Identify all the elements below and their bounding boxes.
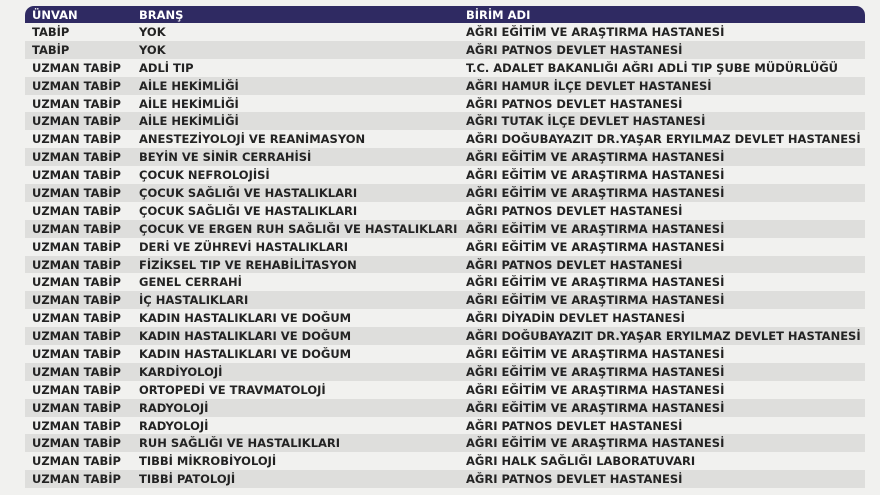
table-row (25, 238, 865, 256)
cell-unit: AĞRI EĞİTİM VE ARAŞTIRMA HASTANESİ (466, 168, 725, 183)
table-row (25, 23, 865, 41)
table-row (25, 256, 865, 274)
cell-unit: AĞRI HALK SAĞLIĞI LABORATUVARI (466, 454, 696, 469)
cell-unit: AĞRI EĞİTİM VE ARAŞTIRMA HASTANESİ (466, 382, 725, 397)
cell-title: UZMAN TABİP (32, 329, 121, 344)
cell-unit: AĞRI PATNOS DEVLET HASTANESİ (466, 418, 683, 433)
cell-branch: ÇOCUK SAĞLIĞI VE HASTALIKLARI (139, 185, 358, 200)
cell-branch: GENEL CERRAHİ (139, 275, 242, 290)
table-row (25, 184, 865, 202)
cell-unit: AĞRI PATNOS DEVLET HASTANESİ (466, 203, 683, 218)
cell-unit: AĞRI TUTAK İLÇE DEVLET HASTANESİ (466, 114, 706, 129)
cell-title: UZMAN TABİP (32, 364, 121, 379)
cell-branch: ADLİ TIP (139, 60, 194, 75)
cell-branch: KADIN HASTALIKLARI VE DOĞUM (139, 311, 352, 326)
table-row (25, 202, 865, 220)
table-row (25, 363, 865, 381)
cell-branch: ÇOCUK NEFROLOJİSİ (139, 168, 270, 183)
header-title: ÜNVAN (32, 7, 78, 22)
cell-title: UZMAN TABİP (32, 275, 121, 290)
cell-title: UZMAN TABİP (32, 436, 121, 451)
cell-title: UZMAN TABİP (32, 454, 121, 469)
cell-unit: AĞRI PATNOS DEVLET HASTANESİ (466, 42, 683, 57)
cell-title: UZMAN TABİP (32, 472, 121, 487)
cell-branch: KARDİYOLOJİ (139, 364, 223, 379)
table-row (25, 345, 865, 363)
cell-title: TABİP (32, 24, 70, 39)
cell-title: UZMAN TABİP (32, 168, 121, 183)
cell-title: UZMAN TABİP (32, 293, 121, 308)
cell-unit: AĞRI DOĞUBAYAZIT DR.YAŞAR ERYILMAZ DEVLET HASTANESİ (466, 329, 861, 344)
cell-unit: AĞRI EĞİTİM VE ARAŞTIRMA HASTANESİ (466, 239, 725, 254)
table-row (25, 77, 865, 95)
table-row (25, 112, 865, 130)
cell-branch: ÇOCUK SAĞLIĞI VE HASTALIKLARI (139, 203, 358, 218)
table-row (25, 273, 865, 291)
cell-title: UZMAN TABİP (32, 185, 121, 200)
cell-branch: TIBBİ MİKROBİYOLOJİ (139, 454, 277, 469)
cell-branch: YOK (139, 24, 166, 39)
table-row (25, 309, 865, 327)
cell-branch: DERİ VE ZÜHREVİ HASTALIKLARI (139, 239, 349, 254)
cell-unit: AĞRI EĞİTİM VE ARAŞTIRMA HASTANESİ (466, 185, 725, 200)
table-row (25, 166, 865, 184)
cell-unit: AĞRI PATNOS DEVLET HASTANESİ (466, 472, 683, 487)
cell-unit: AĞRI HAMUR İLÇE DEVLET HASTANESİ (466, 78, 712, 93)
cell-branch: ÇOCUK VE ERGEN RUH SAĞLIĞI VE HASTALIKLARI (139, 221, 458, 236)
cell-title: UZMAN TABİP (32, 132, 121, 147)
table-row (25, 148, 865, 166)
cell-branch: KADIN HASTALIKLARI VE DOĞUM (139, 346, 352, 361)
table-row (25, 95, 865, 113)
cell-branch: AİLE HEKİMLİĞİ (139, 78, 239, 93)
cell-title: UZMAN TABİP (32, 239, 121, 254)
cell-title: UZMAN TABİP (32, 221, 121, 236)
cell-branch: RUH SAĞLIĞI VE HASTALIKLARI (139, 436, 341, 451)
cell-title: UZMAN TABİP (32, 382, 121, 397)
positions-table (25, 6, 865, 488)
cell-title: UZMAN TABİP (32, 418, 121, 433)
table-row (25, 399, 865, 417)
cell-branch: KADIN HASTALIKLARI VE DOĞUM (139, 329, 352, 344)
cell-title: UZMAN TABİP (32, 203, 121, 218)
cell-title: UZMAN TABİP (32, 114, 121, 129)
table-row (25, 130, 865, 148)
cell-unit: AĞRI EĞİTİM VE ARAŞTIRMA HASTANESİ (466, 293, 725, 308)
cell-unit: AĞRI EĞİTİM VE ARAŞTIRMA HASTANESİ (466, 436, 725, 451)
cell-unit: T.C. ADALET BAKANLIĞI AĞRI ADLİ TIP ŞUBE MÜDÜRLÜĞÜ (466, 60, 838, 75)
cell-unit: AĞRI EĞİTİM VE ARAŞTIRMA HASTANESİ (466, 364, 725, 379)
cell-branch: ANESTEZİYOLOJİ VE REANİMASYON (139, 132, 366, 147)
cell-unit: AĞRI DOĞUBAYAZIT DR.YAŞAR ERYILMAZ DEVLET HASTANESİ (466, 132, 861, 147)
table-row (25, 220, 865, 238)
table-row (25, 327, 865, 345)
cell-unit: AĞRI DİYADİN DEVLET HASTANESİ (466, 311, 685, 326)
cell-unit: AĞRI EĞİTİM VE ARAŞTIRMA HASTANESİ (466, 275, 725, 290)
cell-branch: YOK (139, 42, 166, 57)
cell-title: UZMAN TABİP (32, 150, 121, 165)
cell-title: UZMAN TABİP (32, 78, 121, 93)
cell-title: UZMAN TABİP (32, 257, 121, 272)
table-row (25, 381, 865, 399)
table-row (25, 452, 865, 470)
table-row (25, 59, 865, 77)
table-row (25, 41, 865, 59)
table-row (25, 470, 865, 488)
cell-branch: ORTOPEDİ VE TRAVMATOLOJİ (139, 382, 326, 397)
cell-branch: İÇ HASTALIKLARI (139, 293, 249, 308)
table-header (25, 6, 865, 23)
cell-unit: AĞRI EĞİTİM VE ARAŞTIRMA HASTANESİ (466, 346, 725, 361)
cell-unit: AĞRI PATNOS DEVLET HASTANESİ (466, 96, 683, 111)
cell-branch: TIBBİ PATOLOJİ (139, 472, 236, 487)
table-row (25, 291, 865, 309)
cell-unit: AĞRI EĞİTİM VE ARAŞTIRMA HASTANESİ (466, 150, 725, 165)
cell-title: UZMAN TABİP (32, 311, 121, 326)
cell-title: TABİP (32, 42, 70, 57)
cell-title: UZMAN TABİP (32, 96, 121, 111)
cell-unit: AĞRI EĞİTİM VE ARAŞTIRMA HASTANESİ (466, 221, 725, 236)
cell-title: UZMAN TABİP (32, 346, 121, 361)
cell-title: UZMAN TABİP (32, 400, 121, 415)
cell-unit: AĞRI EĞİTİM VE ARAŞTIRMA HASTANESİ (466, 400, 725, 415)
cell-branch: BEYİN VE SİNİR CERRAHİSİ (139, 150, 312, 165)
table-row (25, 417, 865, 435)
cell-branch: RADYOLOJİ (139, 418, 209, 433)
cell-branch: RADYOLOJİ (139, 400, 209, 415)
cell-branch: AİLE HEKİMLİĞİ (139, 114, 239, 129)
cell-title: UZMAN TABİP (32, 60, 121, 75)
cell-unit: AĞRI PATNOS DEVLET HASTANESİ (466, 257, 683, 272)
table-body (25, 23, 865, 488)
header-unit: BİRİM ADI (466, 7, 531, 22)
cell-unit: AĞRI EĞİTİM VE ARAŞTIRMA HASTANESİ (466, 24, 725, 39)
header-branch: BRANŞ (139, 7, 184, 22)
cell-branch: AİLE HEKİMLİĞİ (139, 96, 239, 111)
cell-branch: FİZİKSEL TIP VE REHABİLİTASYON (139, 257, 357, 272)
table-row (25, 434, 865, 452)
